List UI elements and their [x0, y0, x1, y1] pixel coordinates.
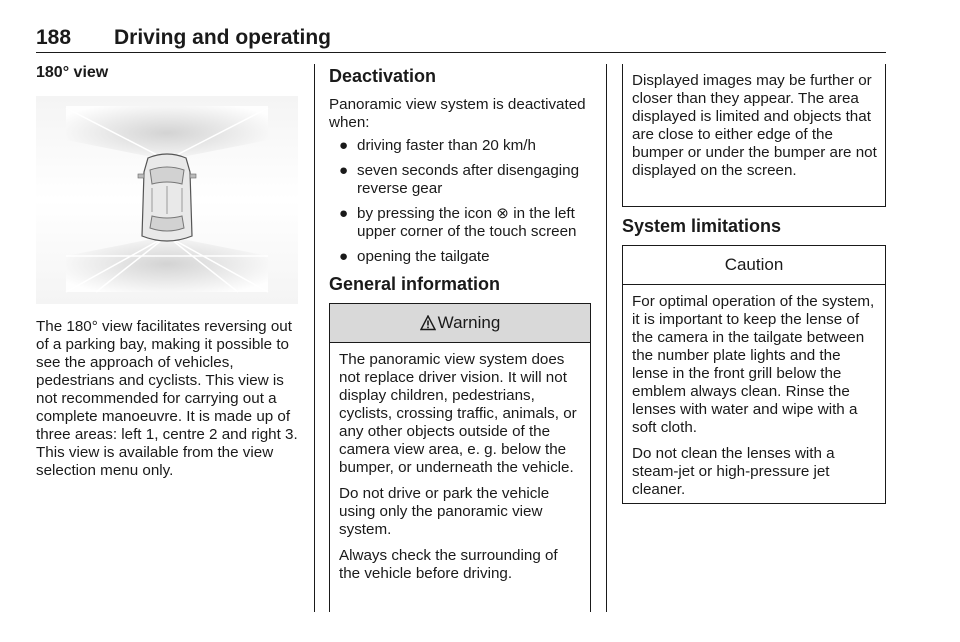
warning-header: [330, 304, 590, 343]
column-divider-2: [606, 64, 607, 612]
caution-box: [622, 245, 886, 504]
warning-triangle-icon: [420, 307, 436, 345]
header-divider: [36, 52, 886, 53]
bullet-icon: ●: [339, 137, 349, 154]
warning-body: [330, 343, 590, 591]
general-information-heading: General information: [329, 274, 501, 294]
list-item-text: seven seconds after disengaging reverse gear: [357, 162, 580, 197]
warning-paragraph: The panoramic view system does not replace driver vision. It will not display children, pedestrians, cyclists, crossing traffic, animals, or any other objects outside of the camera view area, e. g. below the bumper, or underneath the vehicle.: [339, 351, 577, 476]
continued-note-box: [622, 64, 886, 207]
warning-box: [329, 303, 591, 612]
deactivation-heading: Deactivation: [329, 66, 437, 86]
list-item-text: by pressing the icon ⊗ in the left upper corner of the touch screen: [357, 205, 577, 240]
note-paragraph: Displayed images may be further or closer than they appear. The area displayed is limited and objects that are close to either edge of the bumper or under the bumper are not displayed on the screen.: [632, 72, 877, 179]
bullet-icon: ●: [339, 205, 349, 222]
caution-paragraph: Do not clean the lenses with a steam-jet or high-pressure jet cleaner.: [632, 445, 835, 498]
section-heading-180-view: 180° view: [36, 64, 109, 81]
column-1: [36, 64, 300, 82]
deactivation-list: [329, 137, 591, 273]
page-header: [36, 26, 886, 52]
list-item: [329, 137, 591, 155]
warning-paragraph: Do not drive or park the vehicle using only the panoramic view system.: [339, 485, 550, 538]
bullet-icon: ●: [339, 162, 349, 179]
column-divider-1: [314, 64, 315, 612]
deactivation-intro: Panoramic view system is deactivated when:: [329, 96, 586, 131]
caution-paragraph: For optimal operation of the system, it is important to keep the lense of the camera in the tailgate between the number plate lights and the lense in the front grill below the emblem always clean. Rinse the lenses with water and wipe with a soft cloth.: [632, 293, 875, 436]
bullet-icon: ●: [339, 248, 349, 265]
list-item: [329, 248, 591, 266]
caution-header: Caution: [623, 246, 885, 285]
caution-body: [623, 285, 885, 507]
page-title: Driving and operating: [114, 26, 332, 49]
list-item-text: opening the tailgate: [357, 248, 490, 265]
car-180-view-illustration: [36, 96, 298, 304]
paragraph-180-view: The 180° view facilitates reversing out of a parking bay, making it possible to see the approach of vehicles, pedestrians and cyclists. This view is not recommended for carrying out a complete manoeuvre. It is made up of three areas: left 1, centre 2 and right 3. This view is available from the view selection menu only.: [36, 318, 298, 479]
list-item: [329, 205, 591, 241]
180-view-description: [36, 318, 300, 480]
page-number: 188: [36, 26, 72, 49]
warning-label: Warning: [437, 313, 501, 332]
warning-paragraph: Always check the surrounding of the vehicle before driving.: [339, 547, 558, 582]
system-limitations-heading: System limitations: [622, 216, 782, 236]
list-item-text: driving faster than 20 km/h: [357, 137, 536, 154]
list-item: [329, 162, 591, 198]
